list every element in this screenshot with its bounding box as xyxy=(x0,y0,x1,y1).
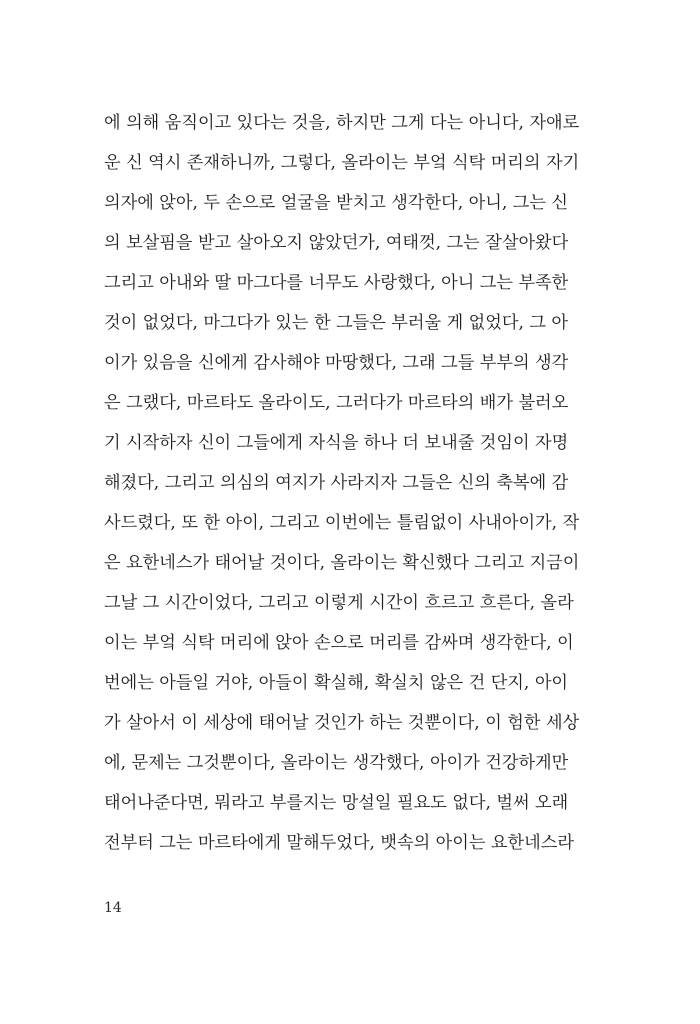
text-line: 에 의해 움직이고 있다는 것을, 하지만 그게 다는 아니다, 자애로 xyxy=(104,113,580,133)
text-line: 이는 부엌 식탁 머리에 앉아 손으로 머리를 감싸며 생각한다, 이 xyxy=(104,633,574,653)
text-line: 가 살아서 이 세상에 태어날 것인가 하는 것뿐이다, 이 험한 세상 xyxy=(104,713,580,733)
text-line: 사드렸다, 또 한 아이, 그리고 이번에는 틀림없이 사내아이가, 작 xyxy=(104,513,580,533)
text-line: 태어나준다면, 뭐라고 부를지는 망설일 필요도 없다, 벌써 오래 xyxy=(104,793,569,813)
text-line: 이가 있음을 신에게 감사해야 마땅했다, 그래 그들 부부의 생각 xyxy=(104,353,569,373)
text-line: 운 신 역시 존재하니까, 그렇다, 올라이는 부엌 식탁 머리의 자기 xyxy=(104,153,580,173)
text-line: 은 그랬다, 마르타도 올라이도, 그러다가 마르타의 배가 불러오 xyxy=(104,393,569,413)
text-line: 의자에 앉아, 두 손으로 얼굴을 받치고 생각한다, 아니, 그는 신 xyxy=(104,193,569,213)
text-line: 해졌다, 그리고 의심의 여지가 사라지자 그들은 신의 축복에 감 xyxy=(104,473,569,493)
page-number: 14 xyxy=(104,900,122,916)
text-line: 기 시작하자 신이 그들에게 자식을 하나 더 보내줄 것임이 자명 xyxy=(104,433,569,453)
text-line: 은 요한네스가 태어날 것이다, 올라이는 확신했다 그리고 지금이 xyxy=(104,553,580,573)
text-line: 그리고 아내와 딸 마그다를 너무도 사랑했다, 아니 그는 부족한 xyxy=(104,273,569,293)
text-line: 번에는 아들일 거야, 아들이 확실해, 확실치 않은 건 단지, 아이 xyxy=(104,673,569,693)
text-line: 것이 없었다, 마그다가 있는 한 그들은 부러울 게 없었다, 그 아 xyxy=(104,313,569,333)
text-line: 전부터 그는 마르타에게 말해두었다, 뱃속의 아이는 요한네스라 xyxy=(104,833,574,853)
text-line: 의 보살핌을 받고 살아오지 않았던가, 여태껏, 그는 잘살아왔다 xyxy=(104,233,569,253)
text-line: 그날 그 시간이었다, 그리고 이렇게 시간이 흐르고 흐른다, 올라 xyxy=(104,593,574,613)
text-line: 에, 문제는 그것뿐이다, 올라이는 생각했다, 아이가 건강하게만 xyxy=(104,753,569,773)
